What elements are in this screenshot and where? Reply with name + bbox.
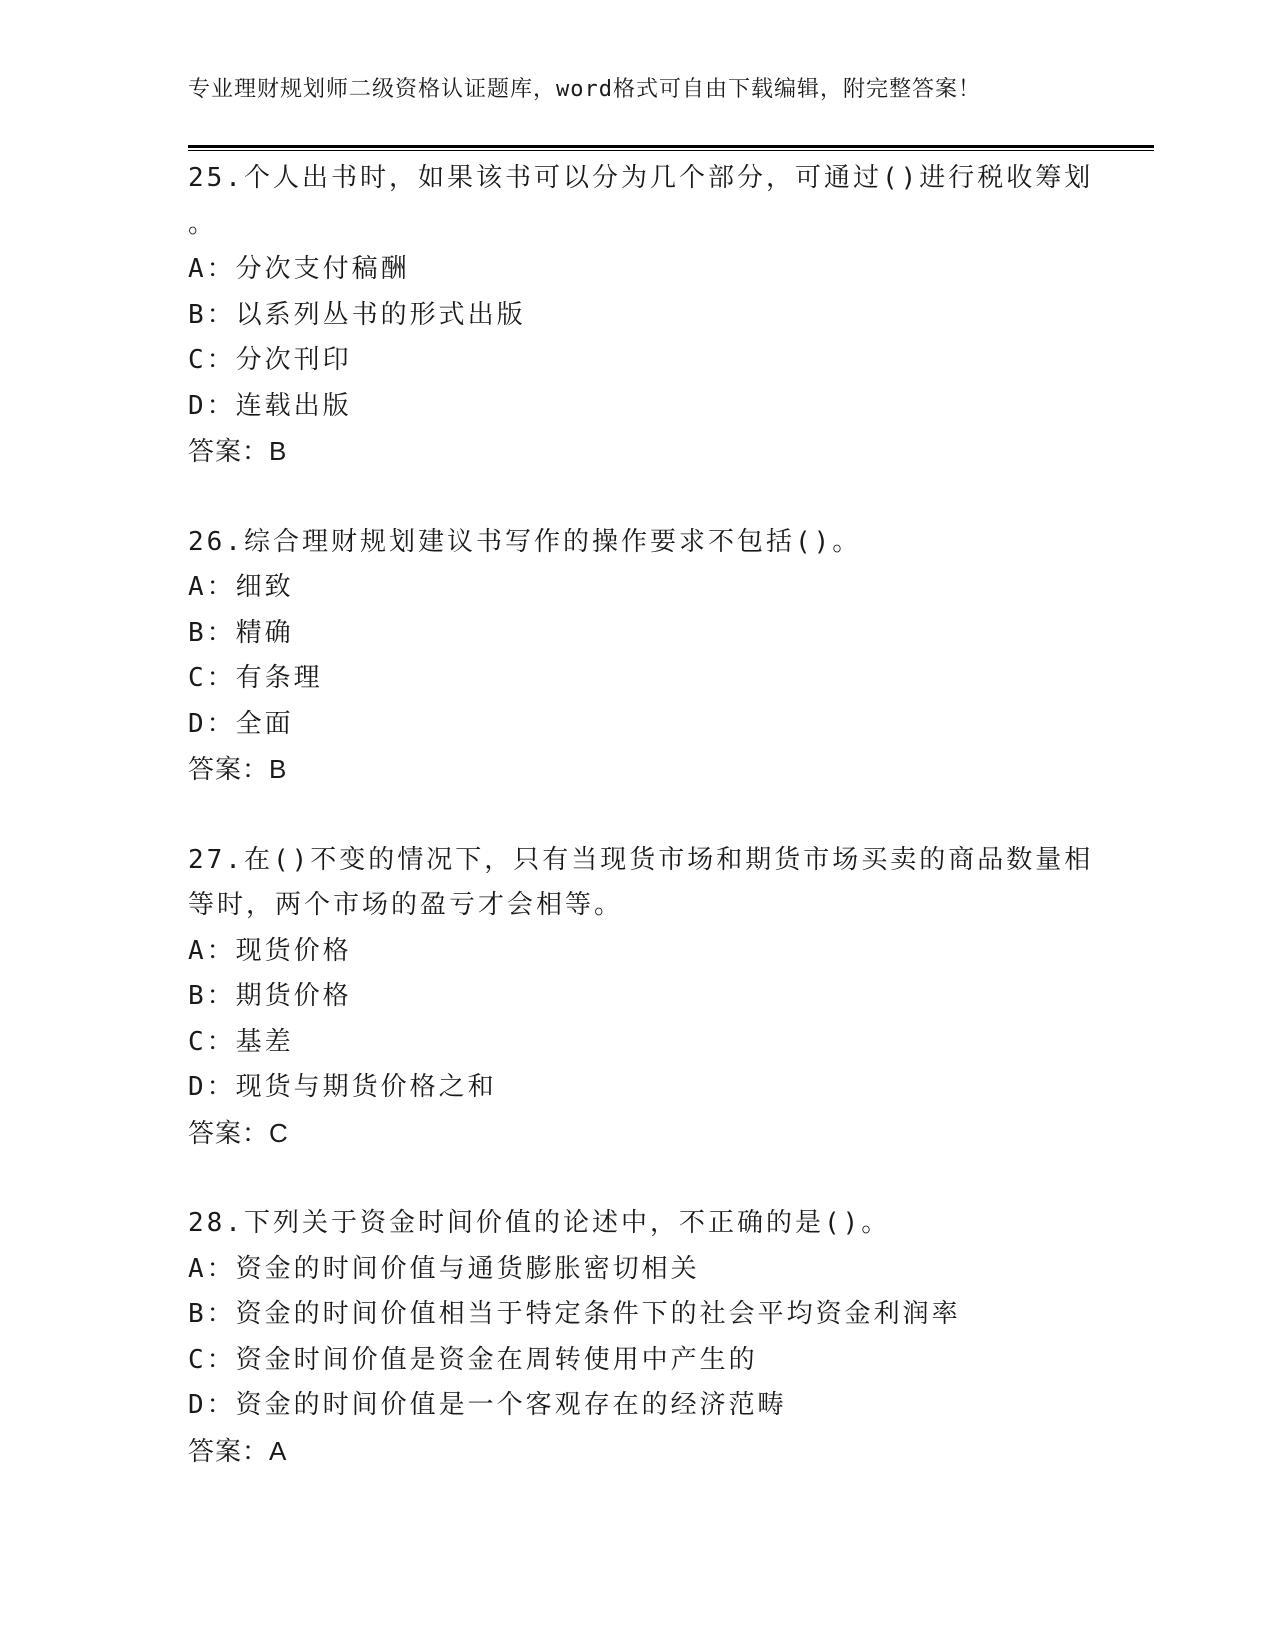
- option-a: A：细致: [188, 572, 294, 602]
- option-d: D：全面: [188, 708, 294, 739]
- answer: 答案：B: [188, 754, 288, 784]
- question-25: [188, 156, 1094, 475]
- question-stem: 27.在()不变的情况下，只有当现货市场和期货市场买卖的商品数量相: [188, 844, 1094, 875]
- question-list: [188, 156, 1094, 1519]
- option-b: B：资金的时间价值相当于特定条件下的社会平均资金利润率: [188, 1299, 961, 1329]
- option-c: C：资金时间价值是资金在周转使用中产生的: [188, 1344, 758, 1375]
- answer: 答案：B: [188, 436, 288, 466]
- answer: 答案：C: [188, 1117, 289, 1148]
- question-28: [188, 1201, 1088, 1474]
- document-header: 专业理财规划师二级资格认证题库，word格式可自由下载编辑，附完整答案！: [188, 77, 981, 102]
- question-stem: 等时，两个市场的盈亏才会相等。: [188, 890, 624, 920]
- question-stem: 。: [188, 208, 218, 239]
- option-c: C：有条理: [188, 663, 323, 693]
- header-rule-thin: [188, 150, 1154, 151]
- option-c: C：基差: [188, 1026, 294, 1057]
- option-b: B：以系列丛书的形式出版: [188, 299, 526, 330]
- header-rule-thick: [188, 145, 1154, 148]
- option-d: D：现货与期货价格之和: [188, 1072, 497, 1102]
- option-a: A：资金的时间价值与通货膨胀密切相关: [188, 1253, 700, 1284]
- option-b: B：期货价格: [188, 981, 352, 1011]
- option-d: D：连载出版: [188, 390, 352, 421]
- question-stem: 28.下列关于资金时间价值的论述中，不正确的是()。: [188, 1208, 891, 1238]
- option-c: C：分次刊印: [188, 345, 352, 375]
- question-stem: 26.综合理财规划建议书写作的操作要求不包括()。: [188, 526, 862, 557]
- answer: 答案：A: [188, 1435, 288, 1466]
- question-26: [188, 520, 1088, 793]
- option-a: A：现货价格: [188, 935, 352, 966]
- question-27: [188, 838, 1094, 1157]
- question-stem: 25.个人出书时，如果该书可以分为几个部分，可通过()进行税收筹划: [188, 163, 1094, 193]
- option-b: B：精确: [188, 617, 294, 648]
- option-d: D：资金的时间价值是一个客观存在的经济范畴: [188, 1390, 787, 1420]
- option-a: A：分次支付稿酬: [188, 254, 410, 284]
